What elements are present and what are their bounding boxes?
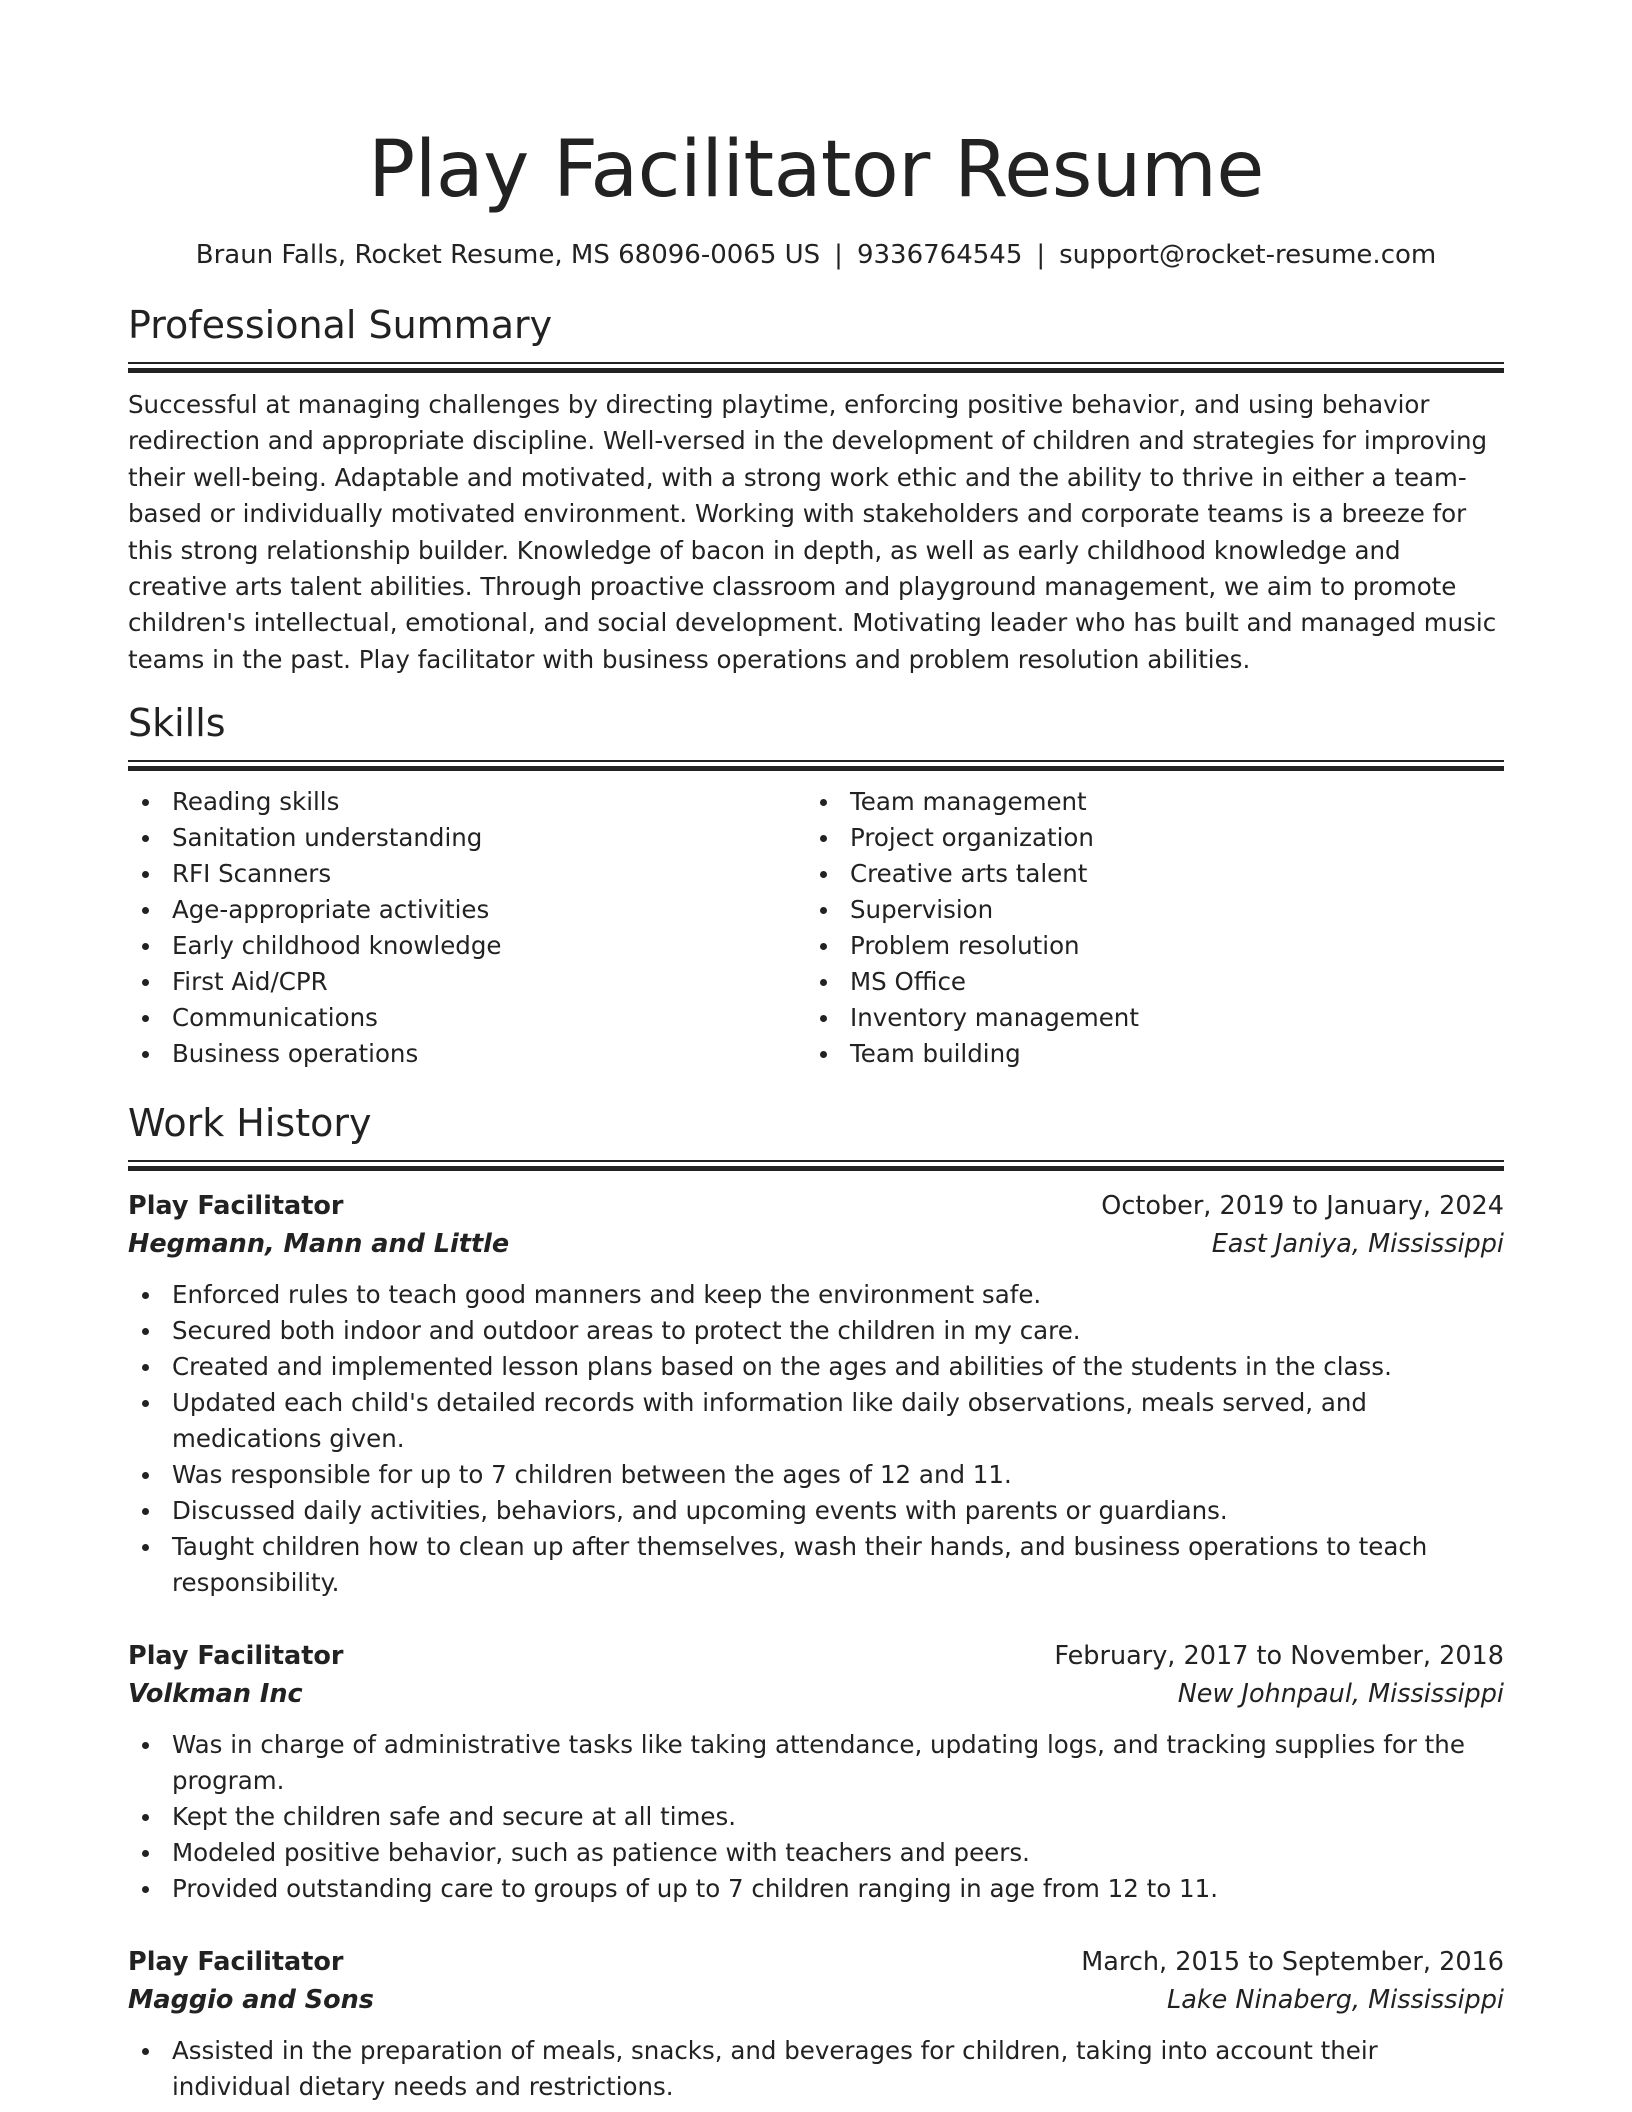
job-bullet: Created and implemented lesson plans based on the ages and abilities of the students in the class. bbox=[128, 1349, 1504, 1385]
job-bullets bbox=[128, 1277, 1504, 1601]
skill-item: Creative arts talent bbox=[806, 856, 1484, 892]
skill-item: Problem resolution bbox=[806, 928, 1484, 964]
job-bullet: Modeled positive behavior, such as patience with teachers and peers. bbox=[128, 1835, 1504, 1871]
skill-item: MS Office bbox=[806, 964, 1484, 1000]
contact-phone: 9336764545 bbox=[856, 240, 1023, 270]
skill-item: Business operations bbox=[128, 1036, 806, 1072]
skill-item: Supervision bbox=[806, 892, 1484, 928]
skills-list-right bbox=[806, 784, 1484, 1072]
skill-item: Team building bbox=[806, 1036, 1484, 1072]
job-entry bbox=[128, 1187, 1504, 1601]
job-location: Lake Ninaberg, Mississippi bbox=[1167, 1985, 1504, 2016]
job-company: Maggio and Sons bbox=[128, 1985, 374, 2016]
contact-address: Braun Falls, Rocket Resume, MS 68096-0065 US bbox=[195, 240, 821, 270]
skills-section bbox=[128, 700, 1504, 1072]
job-bullets bbox=[128, 2033, 1504, 2105]
skills-grid bbox=[128, 784, 1504, 1072]
skill-item: Age-appropriate activities bbox=[128, 892, 806, 928]
job-title: Play Facilitator bbox=[128, 1641, 344, 1672]
job-company: Hegmann, Mann and Little bbox=[128, 1229, 510, 1260]
job-bullet: Updated each child's detailed records with information like daily observations, meals served, and medications given. bbox=[128, 1385, 1504, 1457]
skill-item: Project organization bbox=[806, 820, 1484, 856]
work-history-section bbox=[128, 1100, 1504, 2105]
job-bullet: Enforced rules to teach good manners and keep the environment safe. bbox=[128, 1277, 1504, 1313]
job-title: Play Facilitator bbox=[128, 1947, 344, 1978]
skill-item: Sanitation understanding bbox=[128, 820, 806, 856]
section-divider bbox=[128, 760, 1504, 771]
job-bullet: Was responsible for up to 7 children between the ages of 12 and 11. bbox=[128, 1457, 1504, 1493]
job-location: East Janiya, Mississippi bbox=[1211, 1229, 1504, 1260]
job-header bbox=[128, 1943, 1504, 1981]
job-bullet: Discussed daily activities, behaviors, and upcoming events with parents or guardians. bbox=[128, 1493, 1504, 1529]
skill-item: Inventory management bbox=[806, 1000, 1484, 1036]
resume-title: Play Facilitator Resume bbox=[368, 125, 1264, 215]
job-dates: October, 2019 to January, 2024 bbox=[1101, 1191, 1504, 1222]
contact-line bbox=[128, 238, 1504, 272]
skill-item: First Aid/CPR bbox=[128, 964, 806, 1000]
skill-item: Communications bbox=[128, 1000, 806, 1036]
contact-email: support@rocket-resume.com bbox=[1059, 240, 1437, 270]
job-entry bbox=[128, 1943, 1504, 2105]
job-subheader bbox=[128, 1675, 1504, 1713]
section-divider bbox=[128, 362, 1504, 373]
skills-list-left bbox=[128, 784, 806, 1072]
job-dates: March, 2015 to September, 2016 bbox=[1081, 1947, 1504, 1978]
job-bullet: Was in charge of administrative tasks like taking attendance, updating logs, and tracking supplies for the program. bbox=[128, 1727, 1504, 1799]
skill-item: Reading skills bbox=[128, 784, 806, 820]
skill-item: Team management bbox=[806, 784, 1484, 820]
job-bullet: Kept the children safe and secure at all times. bbox=[128, 1799, 1504, 1835]
contact-separator: | bbox=[1036, 240, 1046, 270]
summary-heading: Professional Summary bbox=[128, 303, 553, 347]
job-bullet: Assisted in the preparation of meals, snacks, and beverages for children, taking into account their individual dietary needs and restrictions. bbox=[128, 2033, 1504, 2105]
skills-heading: Skills bbox=[128, 701, 226, 746]
job-bullets bbox=[128, 1727, 1504, 1907]
job-header bbox=[128, 1637, 1504, 1675]
job-subheader bbox=[128, 1981, 1504, 2019]
skill-item: Early childhood knowledge bbox=[128, 928, 806, 964]
job-title: Play Facilitator bbox=[128, 1191, 344, 1222]
job-bullet: Secured both indoor and outdoor areas to protect the children in my care. bbox=[128, 1313, 1504, 1349]
skill-item: RFI Scanners bbox=[128, 856, 806, 892]
job-subheader bbox=[128, 1225, 1504, 1263]
job-location: New Johnpaul, Mississippi bbox=[1177, 1679, 1504, 1710]
job-bullet: Taught children how to clean up after themselves, wash their hands, and business operations to teach responsibility. bbox=[128, 1529, 1504, 1601]
job-entry bbox=[128, 1637, 1504, 1907]
contact-separator: | bbox=[834, 240, 843, 270]
work-history-heading: Work History bbox=[128, 1101, 372, 1146]
job-bullet: Provided outstanding care to groups of up to 7 children ranging in age from 12 to 11. bbox=[128, 1871, 1504, 1907]
summary-section bbox=[128, 302, 1504, 678]
section-divider bbox=[128, 1160, 1504, 1171]
summary-text: Successful at managing challenges by directing playtime, enforcing positive behavior, and using behavior redirection and appropriate discipline. Well-versed in the development of children and strategies for improving their well-being. Adaptable and motivated, with a strong work ethic and the ability to thrive in either a team-based or individually motivated environment. Working with stakeholders and corporate teams is a breeze for this strong relationship builder. Knowledge of bacon in depth, as well as early childhood knowledge and creative arts talent abilities. Through proactive classroom and playground management, we aim to promote children's intellectual, emotional, and social development. Motivating leader who has built and managed music teams in the past. Play facilitator with business operations and problem resolution abilities. bbox=[128, 390, 1497, 674]
job-header bbox=[128, 1187, 1504, 1225]
job-dates: February, 2017 to November, 2018 bbox=[1054, 1641, 1504, 1672]
job-company: Volkman Inc bbox=[128, 1679, 303, 1710]
